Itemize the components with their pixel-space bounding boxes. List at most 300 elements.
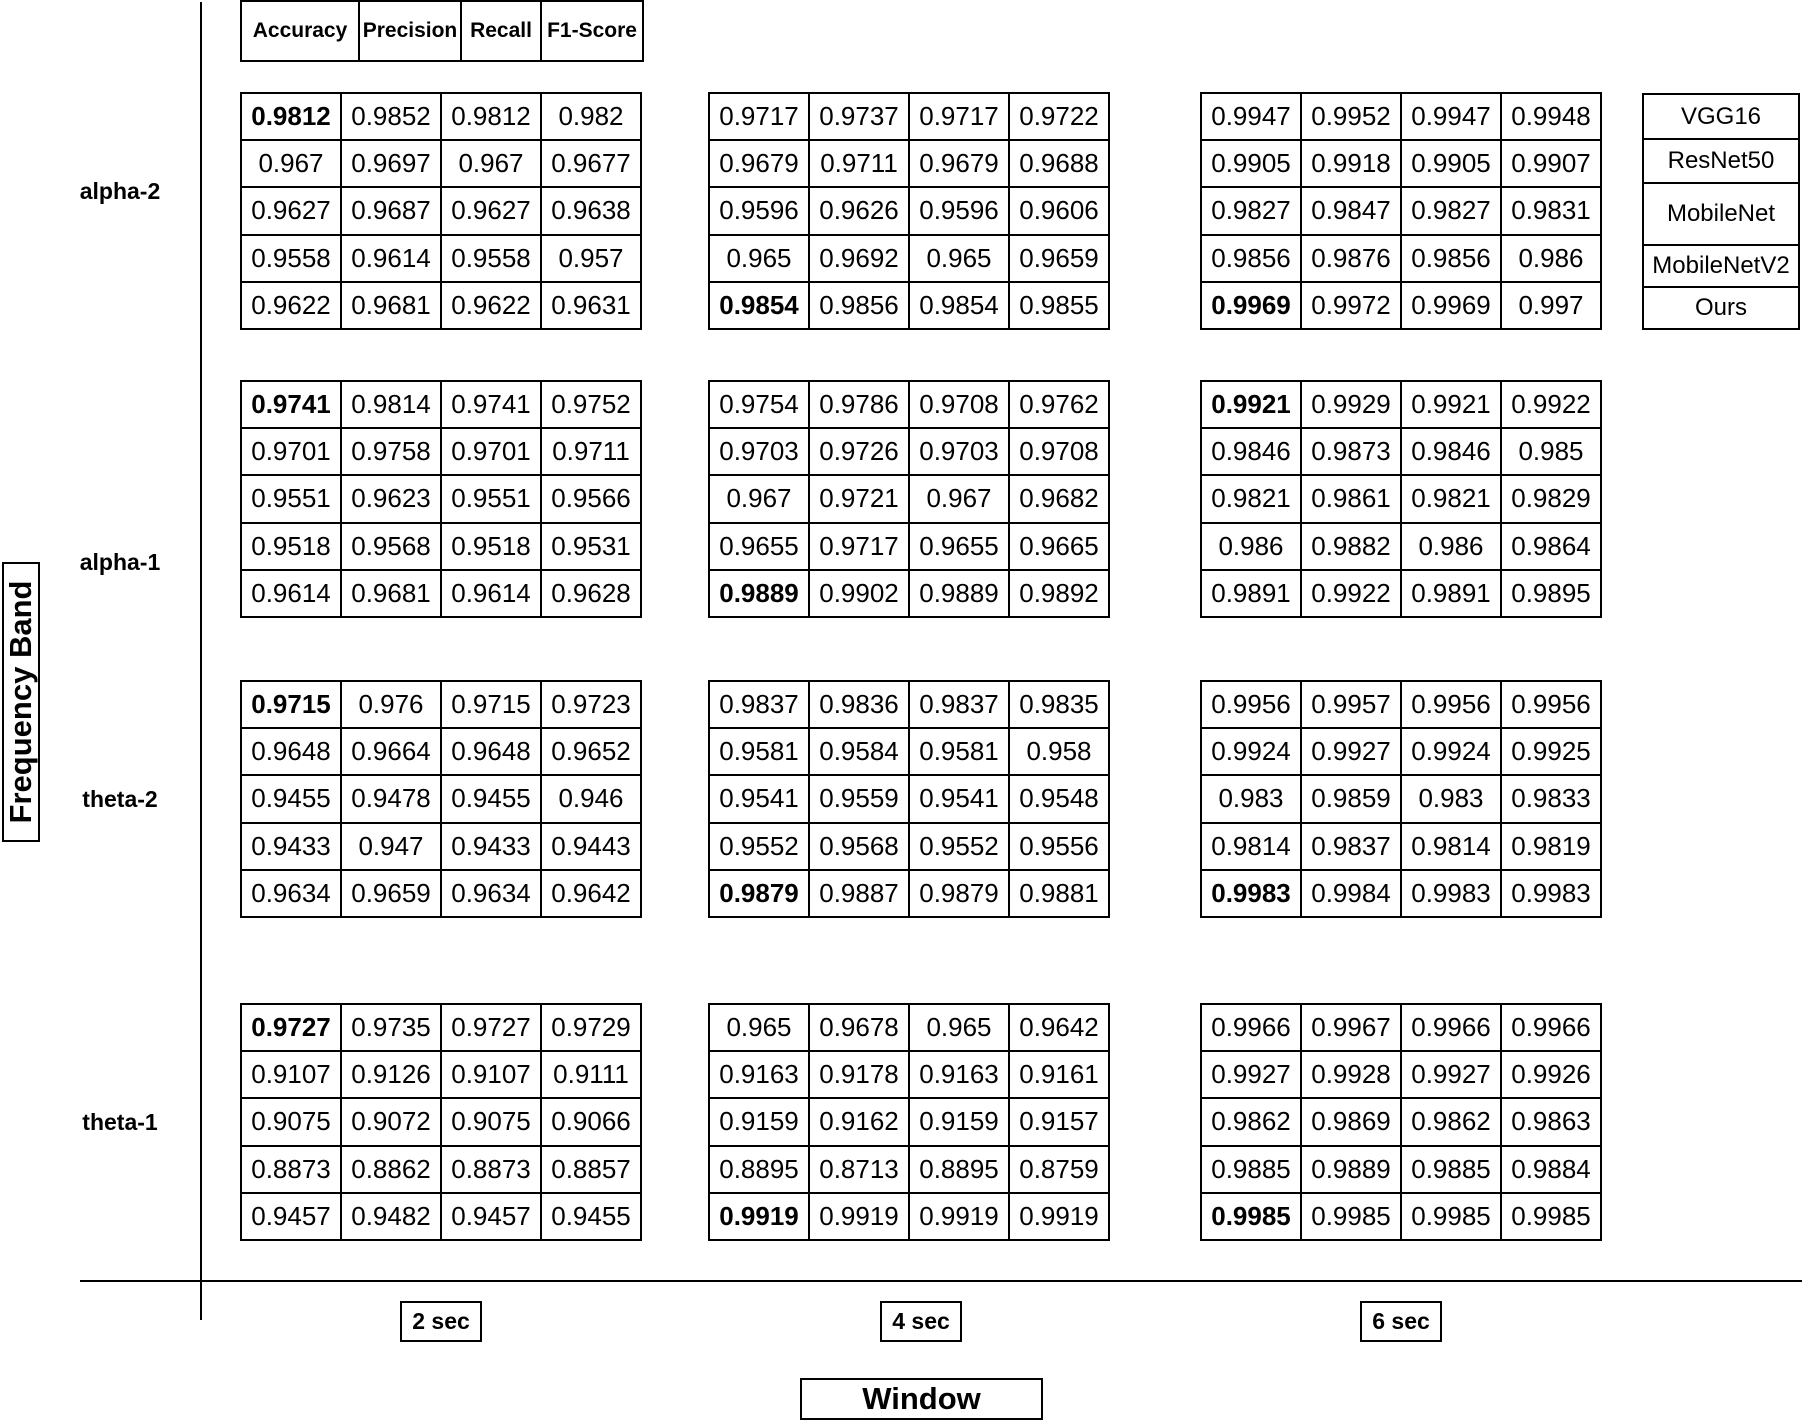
metric-cell: 0.9752 xyxy=(541,381,641,428)
metric-cell: 0.9652 xyxy=(541,728,641,775)
metric-cell: 0.9642 xyxy=(1009,1004,1109,1051)
metric-cell: 0.9178 xyxy=(809,1051,909,1098)
metric-cell: 0.8857 xyxy=(541,1146,641,1193)
metric-cell: 0.9985 xyxy=(1401,1193,1501,1240)
metric-cell: 0.965 xyxy=(709,235,809,282)
metric-cell: 0.9985 xyxy=(1501,1193,1601,1240)
legend-mobilenet: MobileNet xyxy=(1644,184,1798,246)
metric-cell: 0.9948 xyxy=(1501,93,1601,140)
metric-cell: 0.9947 xyxy=(1201,93,1301,140)
results-table-alpha-2-2-sec xyxy=(240,92,642,330)
metric-cell: 0.9548 xyxy=(1009,775,1109,822)
table-row xyxy=(709,140,1109,187)
table-row xyxy=(1201,523,1601,570)
metric-cell: 0.9682 xyxy=(1009,475,1109,522)
metric-cell: 0.9879 xyxy=(709,870,809,917)
metric-cell: 0.967 xyxy=(441,140,541,187)
table-row xyxy=(1201,1146,1601,1193)
metric-cell: 0.9606 xyxy=(1009,187,1109,234)
metric-cell: 0.9889 xyxy=(709,570,809,617)
metric-cell: 0.9856 xyxy=(1401,235,1501,282)
metric-cell: 0.9556 xyxy=(1009,823,1109,870)
metric-cell: 0.8895 xyxy=(909,1146,1009,1193)
metric-cell: 0.9717 xyxy=(809,523,909,570)
table-row xyxy=(241,381,641,428)
metric-cell: 0.9717 xyxy=(909,93,1009,140)
band-label-alpha-2: alpha-2 xyxy=(79,178,161,204)
metric-cell: 0.9558 xyxy=(241,235,341,282)
metric-cell: 0.9836 xyxy=(809,681,909,728)
metric-cell: 0.9829 xyxy=(1501,475,1601,522)
metric-cell: 0.9885 xyxy=(1201,1146,1301,1193)
metric-cell: 0.9889 xyxy=(909,570,1009,617)
metric-cell: 0.9927 xyxy=(1401,1051,1501,1098)
metric-cell: 0.9922 xyxy=(1501,381,1601,428)
metric-cell: 0.9541 xyxy=(909,775,1009,822)
metric-cell: 0.9455 xyxy=(541,1193,641,1240)
metric-cell: 0.9819 xyxy=(1501,823,1601,870)
results-table-alpha-1-2-sec xyxy=(240,380,642,618)
metric-cell: 0.9833 xyxy=(1501,775,1601,822)
metric-cell: 0.9966 xyxy=(1201,1004,1301,1051)
table-row xyxy=(709,823,1109,870)
metric-cell: 0.986 xyxy=(1401,523,1501,570)
metric-cell: 0.976 xyxy=(341,681,441,728)
metric-cell: 0.9919 xyxy=(809,1193,909,1240)
metric-cell: 0.9622 xyxy=(441,282,541,329)
table-row xyxy=(1201,1051,1601,1098)
metric-cell: 0.9905 xyxy=(1201,140,1301,187)
metric-cell: 0.9614 xyxy=(341,235,441,282)
metric-cell: 0.9837 xyxy=(709,681,809,728)
metric-cell: 0.9541 xyxy=(709,775,809,822)
metric-cell: 0.9614 xyxy=(441,570,541,617)
table-row xyxy=(709,428,1109,475)
metric-cell: 0.9161 xyxy=(1009,1051,1109,1098)
table-row xyxy=(709,282,1109,329)
metric-cell: 0.9622 xyxy=(241,282,341,329)
metric-cell: 0.9722 xyxy=(1009,93,1109,140)
table-row xyxy=(1201,775,1601,822)
results-table-alpha-2-4-sec xyxy=(708,92,1110,330)
metric-cell: 0.9882 xyxy=(1301,523,1401,570)
metric-cell: 0.9852 xyxy=(341,93,441,140)
metric-cell: 0.9862 xyxy=(1201,1098,1301,1145)
metric-cell: 0.9812 xyxy=(241,93,341,140)
metric-cell: 0.9628 xyxy=(541,570,641,617)
metric-cell: 0.9163 xyxy=(909,1051,1009,1098)
metric-cell: 0.9678 xyxy=(809,1004,909,1051)
metric-cell: 0.9457 xyxy=(441,1193,541,1240)
metric-cell: 0.9814 xyxy=(1401,823,1501,870)
metric-cell: 0.9162 xyxy=(809,1098,909,1145)
metric-cell: 0.9708 xyxy=(909,381,1009,428)
table-row xyxy=(241,728,641,775)
metric-cell: 0.9919 xyxy=(709,1193,809,1240)
legend-mobilenetv2: MobileNetV2 xyxy=(1644,246,1798,288)
metric-cell: 0.9861 xyxy=(1301,475,1401,522)
metric-cell: 0.9827 xyxy=(1401,187,1501,234)
header-recall: Recall xyxy=(461,1,541,61)
table-row xyxy=(709,870,1109,917)
metric-cell: 0.9863 xyxy=(1501,1098,1601,1145)
metric-cell: 0.9929 xyxy=(1301,381,1401,428)
metric-cell: 0.986 xyxy=(1201,523,1301,570)
metric-cell: 0.9701 xyxy=(241,428,341,475)
metric-cell: 0.9715 xyxy=(441,681,541,728)
table-row xyxy=(709,775,1109,822)
model-legend xyxy=(1642,93,1800,330)
legend-resnet50: ResNet50 xyxy=(1644,140,1798,184)
metric-cell: 0.9711 xyxy=(541,428,641,475)
metric-cell: 0.9869 xyxy=(1301,1098,1401,1145)
metric-cell: 0.9967 xyxy=(1301,1004,1401,1051)
metric-cell: 0.9626 xyxy=(809,187,909,234)
metric-cell: 0.9947 xyxy=(1401,93,1501,140)
band-label-theta-1: theta-1 xyxy=(82,1109,158,1135)
metric-cell: 0.9721 xyxy=(809,475,909,522)
metric-cell: 0.9655 xyxy=(709,523,809,570)
metric-cell: 0.9927 xyxy=(1201,1051,1301,1098)
metric-cell: 0.9735 xyxy=(341,1004,441,1051)
metric-cell: 0.9892 xyxy=(1009,570,1109,617)
metric-cell: 0.947 xyxy=(341,823,441,870)
metric-cell: 0.9066 xyxy=(541,1098,641,1145)
table-row xyxy=(709,1098,1109,1145)
metric-cell: 0.9846 xyxy=(1201,428,1301,475)
metric-cell: 0.9701 xyxy=(441,428,541,475)
table-row xyxy=(241,140,641,187)
metric-cell: 0.9985 xyxy=(1301,1193,1401,1240)
header-f1-score: F1-Score xyxy=(541,1,643,61)
metric-cell: 0.9925 xyxy=(1501,728,1601,775)
metric-cell: 0.9895 xyxy=(1501,570,1601,617)
metric-cell: 0.9665 xyxy=(1009,523,1109,570)
metric-cell: 0.9596 xyxy=(709,187,809,234)
metric-cell: 0.9924 xyxy=(1201,728,1301,775)
table-row xyxy=(1201,381,1601,428)
metric-cell: 0.9972 xyxy=(1301,282,1401,329)
metric-cell: 0.9581 xyxy=(909,728,1009,775)
window-label-2-sec: 2 sec xyxy=(400,1301,482,1342)
legend-vgg16: VGG16 xyxy=(1644,95,1798,140)
metric-cell: 0.9814 xyxy=(1201,823,1301,870)
metric-cell: 0.9455 xyxy=(441,775,541,822)
metric-cell: 0.9956 xyxy=(1501,681,1601,728)
metric-cell: 0.9687 xyxy=(341,187,441,234)
metric-cell: 0.9984 xyxy=(1301,870,1401,917)
metric-cell: 0.9864 xyxy=(1501,523,1601,570)
y-axis-line xyxy=(200,2,202,1320)
table-row xyxy=(241,1146,641,1193)
metric-cell: 0.9627 xyxy=(241,187,341,234)
metric-cell: 0.9927 xyxy=(1301,728,1401,775)
table-row xyxy=(241,775,641,822)
results-table-theta-2-2-sec xyxy=(240,680,642,918)
y-axis-title-text: Frequency Band xyxy=(3,580,38,824)
metric-cell: 0.9717 xyxy=(709,93,809,140)
metric-cell: 0.9551 xyxy=(441,475,541,522)
metric-cell: 0.9159 xyxy=(909,1098,1009,1145)
metric-cell: 0.957 xyxy=(541,235,641,282)
metric-cell: 0.9727 xyxy=(441,1004,541,1051)
table-row xyxy=(1201,93,1601,140)
metric-cell: 0.9969 xyxy=(1201,282,1301,329)
metric-cell: 0.9837 xyxy=(1301,823,1401,870)
metric-cell: 0.8713 xyxy=(809,1146,909,1193)
metric-cell: 0.9457 xyxy=(241,1193,341,1240)
metric-cell: 0.9558 xyxy=(441,235,541,282)
metric-cell: 0.9889 xyxy=(1301,1146,1401,1193)
metric-cell: 0.9075 xyxy=(441,1098,541,1145)
metric-cell: 0.9159 xyxy=(709,1098,809,1145)
metric-cell: 0.9827 xyxy=(1201,187,1301,234)
table-row xyxy=(709,728,1109,775)
metric-cell: 0.9568 xyxy=(341,523,441,570)
metric-cell: 0.967 xyxy=(241,140,341,187)
metric-cell: 0.9443 xyxy=(541,823,641,870)
table-row xyxy=(709,570,1109,617)
metric-cell: 0.9956 xyxy=(1401,681,1501,728)
metric-cell: 0.9623 xyxy=(341,475,441,522)
results-table-theta-2-4-sec xyxy=(708,680,1110,918)
metric-cell: 0.9856 xyxy=(1201,235,1301,282)
metric-cell: 0.9679 xyxy=(909,140,1009,187)
table-row xyxy=(241,93,641,140)
table-row xyxy=(241,1193,641,1240)
table-row xyxy=(709,523,1109,570)
table-row xyxy=(241,187,641,234)
metric-cell: 0.9581 xyxy=(709,728,809,775)
metric-cell: 0.946 xyxy=(541,775,641,822)
metric-cell: 0.9681 xyxy=(341,570,441,617)
metric-cell: 0.9918 xyxy=(1301,140,1401,187)
metric-cell: 0.9107 xyxy=(441,1051,541,1098)
metric-cell: 0.958 xyxy=(1009,728,1109,775)
table-row xyxy=(709,1193,1109,1240)
table-row xyxy=(1201,475,1601,522)
table-row xyxy=(1201,187,1601,234)
table-row xyxy=(709,681,1109,728)
table-row xyxy=(241,570,641,617)
header-precision: Precision xyxy=(359,1,461,61)
metric-cell: 0.9111 xyxy=(541,1051,641,1098)
table-row xyxy=(1201,681,1601,728)
metric-cell: 0.9614 xyxy=(241,570,341,617)
metric-cell: 0.9634 xyxy=(441,870,541,917)
x-axis-line xyxy=(80,1280,1802,1282)
table-row xyxy=(709,187,1109,234)
metrics-header xyxy=(240,0,644,62)
results-table-alpha-1-4-sec xyxy=(708,380,1110,618)
metric-cell: 0.9821 xyxy=(1201,475,1301,522)
metric-cell: 0.9957 xyxy=(1301,681,1401,728)
table-row xyxy=(241,475,641,522)
metric-cell: 0.9531 xyxy=(541,523,641,570)
metric-cell: 0.8759 xyxy=(1009,1146,1109,1193)
table-row xyxy=(241,823,641,870)
metric-cell: 0.9715 xyxy=(241,681,341,728)
metric-cell: 0.9075 xyxy=(241,1098,341,1145)
band-label-theta-2: theta-2 xyxy=(82,786,158,812)
table-row xyxy=(709,381,1109,428)
metric-cell: 0.9482 xyxy=(341,1193,441,1240)
metric-cell: 0.9969 xyxy=(1401,282,1501,329)
metric-cell: 0.9814 xyxy=(341,381,441,428)
metric-cell: 0.985 xyxy=(1501,428,1601,475)
metric-cell: 0.9921 xyxy=(1401,381,1501,428)
metric-cell: 0.983 xyxy=(1201,775,1301,822)
metric-cell: 0.9679 xyxy=(709,140,809,187)
table-row xyxy=(709,1146,1109,1193)
metric-cell: 0.9884 xyxy=(1501,1146,1601,1193)
metric-cell: 0.9758 xyxy=(341,428,441,475)
metric-cell: 0.9983 xyxy=(1501,870,1601,917)
band-label-alpha-1: alpha-1 xyxy=(79,549,161,575)
metric-cell: 0.9107 xyxy=(241,1051,341,1098)
metric-cell: 0.9648 xyxy=(241,728,341,775)
metric-cell: 0.9926 xyxy=(1501,1051,1601,1098)
metric-cell: 0.9518 xyxy=(241,523,341,570)
metric-cell: 0.9741 xyxy=(241,381,341,428)
metric-cell: 0.9854 xyxy=(909,282,1009,329)
metric-cell: 0.9831 xyxy=(1501,187,1601,234)
table-row xyxy=(1201,235,1601,282)
metric-cell: 0.9551 xyxy=(241,475,341,522)
metric-cell: 0.9433 xyxy=(241,823,341,870)
table-row xyxy=(241,428,641,475)
metric-cell: 0.9655 xyxy=(909,523,1009,570)
table-row xyxy=(241,1098,641,1145)
metric-cell: 0.9902 xyxy=(809,570,909,617)
metric-cell: 0.9631 xyxy=(541,282,641,329)
metric-cell: 0.9638 xyxy=(541,187,641,234)
y-axis-title xyxy=(2,562,40,842)
metric-cell: 0.9642 xyxy=(541,870,641,917)
metric-cell: 0.9677 xyxy=(541,140,641,187)
table-row xyxy=(241,681,641,728)
metric-cell: 0.9812 xyxy=(441,93,541,140)
metric-cell: 0.9568 xyxy=(809,823,909,870)
metric-cell: 0.9688 xyxy=(1009,140,1109,187)
header-accuracy: Accuracy xyxy=(241,1,359,61)
metric-cell: 0.9566 xyxy=(541,475,641,522)
metric-cell: 0.9729 xyxy=(541,1004,641,1051)
metric-cell: 0.9922 xyxy=(1301,570,1401,617)
metric-cell: 0.9847 xyxy=(1301,187,1401,234)
metric-cell: 0.9692 xyxy=(809,235,909,282)
window-label-6-sec: 6 sec xyxy=(1360,1301,1442,1342)
metric-cell: 0.9518 xyxy=(441,523,541,570)
metric-cell: 0.9919 xyxy=(1009,1193,1109,1240)
metric-cell: 0.9072 xyxy=(341,1098,441,1145)
metric-cell: 0.9856 xyxy=(809,282,909,329)
metric-cell: 0.9891 xyxy=(1201,570,1301,617)
metric-cell: 0.9552 xyxy=(909,823,1009,870)
metric-cell: 0.9876 xyxy=(1301,235,1401,282)
results-table-theta-2-6-sec xyxy=(1200,680,1602,918)
metric-cell: 0.967 xyxy=(909,475,1009,522)
table-row xyxy=(241,523,641,570)
metric-cell: 0.9596 xyxy=(909,187,1009,234)
table-row xyxy=(241,235,641,282)
metric-cell: 0.9659 xyxy=(341,870,441,917)
x-axis-title: Window xyxy=(800,1378,1043,1420)
metric-cell: 0.9157 xyxy=(1009,1098,1109,1145)
metric-cell: 0.9455 xyxy=(241,775,341,822)
metric-cell: 0.9433 xyxy=(441,823,541,870)
metric-cell: 0.8862 xyxy=(341,1146,441,1193)
table-row xyxy=(709,93,1109,140)
metric-cell: 0.9966 xyxy=(1501,1004,1601,1051)
table-row xyxy=(1201,1098,1601,1145)
table-row xyxy=(709,1004,1109,1051)
metric-cell: 0.9659 xyxy=(1009,235,1109,282)
metric-cell: 0.9741 xyxy=(441,381,541,428)
metric-cell: 0.9966 xyxy=(1401,1004,1501,1051)
metric-cell: 0.9887 xyxy=(809,870,909,917)
metric-cell: 0.9983 xyxy=(1201,870,1301,917)
metric-cell: 0.9552 xyxy=(709,823,809,870)
table-row xyxy=(709,475,1109,522)
metric-cell: 0.9862 xyxy=(1401,1098,1501,1145)
metric-cell: 0.9703 xyxy=(709,428,809,475)
table-row xyxy=(241,282,641,329)
metric-cell: 0.9786 xyxy=(809,381,909,428)
metric-cell: 0.983 xyxy=(1401,775,1501,822)
metric-cell: 0.9885 xyxy=(1401,1146,1501,1193)
table-row xyxy=(1201,870,1601,917)
metric-cell: 0.965 xyxy=(709,1004,809,1051)
metric-cell: 0.9821 xyxy=(1401,475,1501,522)
table-row xyxy=(1201,823,1601,870)
metric-cell: 0.9559 xyxy=(809,775,909,822)
metric-cell: 0.9126 xyxy=(341,1051,441,1098)
metric-cell: 0.9905 xyxy=(1401,140,1501,187)
results-table-theta-1-2-sec xyxy=(240,1003,642,1241)
metric-cell: 0.9873 xyxy=(1301,428,1401,475)
metric-cell: 0.9697 xyxy=(341,140,441,187)
metric-cell: 0.9879 xyxy=(909,870,1009,917)
metric-cell: 0.9928 xyxy=(1301,1051,1401,1098)
metric-cell: 0.9726 xyxy=(809,428,909,475)
metric-cell: 0.9708 xyxy=(1009,428,1109,475)
metric-cell: 0.967 xyxy=(709,475,809,522)
metric-cell: 0.9919 xyxy=(909,1193,1009,1240)
results-table-alpha-2-6-sec xyxy=(1200,92,1602,330)
metric-cell: 0.997 xyxy=(1501,282,1601,329)
metric-cell: 0.9859 xyxy=(1301,775,1401,822)
metric-cell: 0.9891 xyxy=(1401,570,1501,617)
metric-cell: 0.965 xyxy=(909,235,1009,282)
metric-cell: 0.9634 xyxy=(241,870,341,917)
metric-cell: 0.9854 xyxy=(709,282,809,329)
metric-cell: 0.9762 xyxy=(1009,381,1109,428)
metric-cell: 0.9881 xyxy=(1009,870,1109,917)
table-row xyxy=(241,870,641,917)
metric-cell: 0.9723 xyxy=(541,681,641,728)
metric-cell: 0.9924 xyxy=(1401,728,1501,775)
results-table-alpha-1-6-sec xyxy=(1200,380,1602,618)
results-table-theta-1-4-sec xyxy=(708,1003,1110,1241)
metric-cell: 0.9584 xyxy=(809,728,909,775)
metric-cell: 0.9983 xyxy=(1401,870,1501,917)
table-row xyxy=(1201,1193,1601,1240)
table-row xyxy=(1201,1004,1601,1051)
metric-cell: 0.9681 xyxy=(341,282,441,329)
metric-cell: 0.9855 xyxy=(1009,282,1109,329)
metric-cell: 0.9952 xyxy=(1301,93,1401,140)
